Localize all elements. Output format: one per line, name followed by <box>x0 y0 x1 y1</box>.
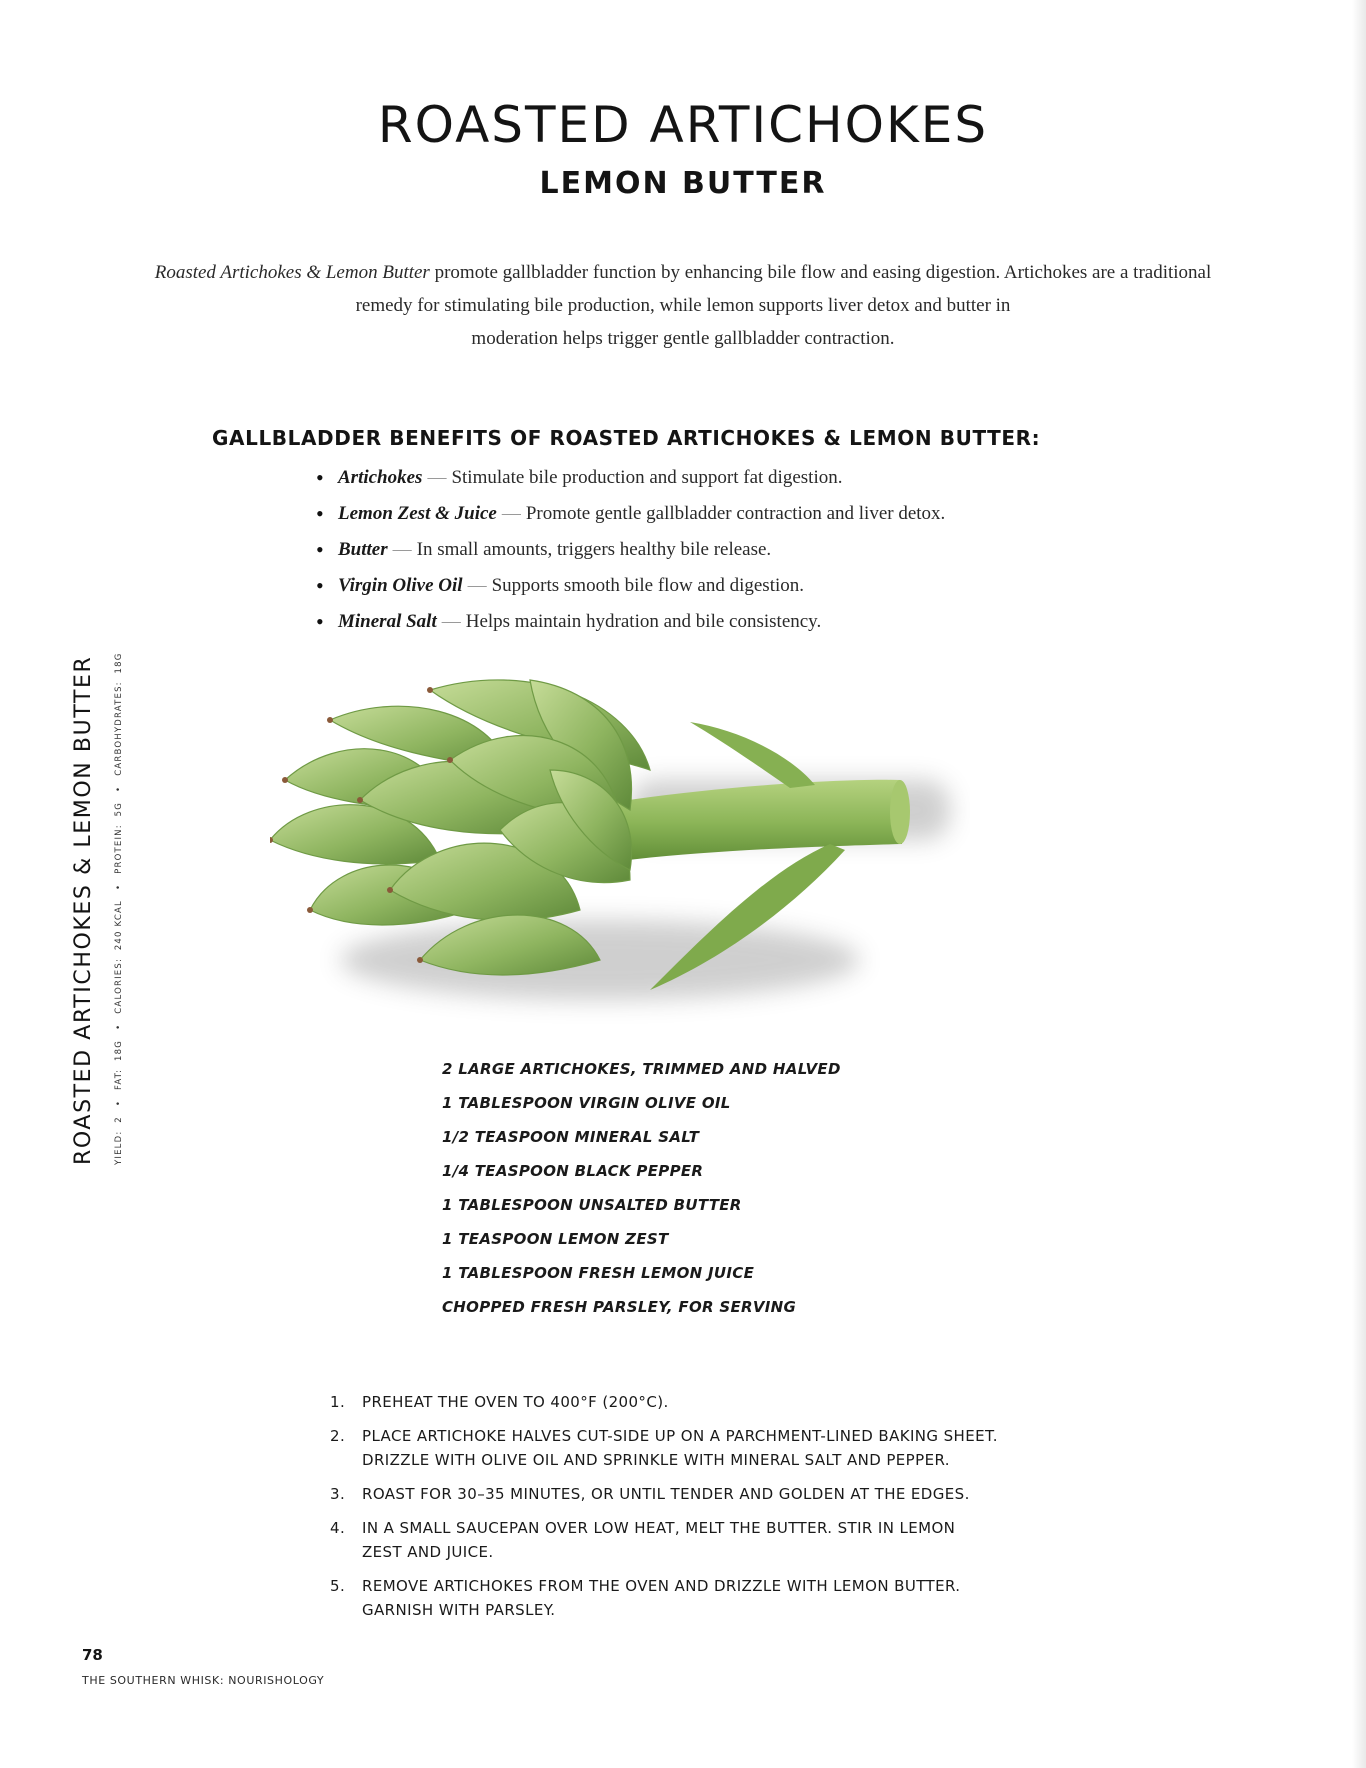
step-text: IN A SMALL SAUCEPAN OVER LOW HEAT, MELT THE BUTTER. STIR IN LEMON <box>362 1519 956 1537</box>
benefit-item <box>316 604 945 640</box>
stat-calories-label: CALORIES: <box>114 957 124 1014</box>
benefit-term: Butter <box>338 539 388 560</box>
benefit-term: Lemon Zest & Juice <box>338 503 497 524</box>
intro-line-2: remedy for stimulating bile production, while lemon supports liver detox and butter in <box>355 295 1011 316</box>
intro-dish-name: Roasted Artichokes & Lemon Butter <box>154 262 430 283</box>
benefit-item <box>316 496 946 532</box>
benefit-item <box>316 532 945 568</box>
stat-yield-label: YIELD: <box>114 1130 124 1165</box>
step-text: PREHEAT THE OVEN TO 400°F (200°C). <box>362 1393 669 1411</box>
benefit-item <box>316 568 945 604</box>
benefit-term: Mineral Salt <box>338 611 437 632</box>
ingredient-item: 1 TEASPOON LEMON ZEST <box>442 1230 669 1248</box>
intro-line-3: moderation helps trigger gentle gallbladder contraction. <box>471 328 895 349</box>
ingredient-item: CHOPPED FRESH PARSLEY, FOR SERVING <box>442 1298 797 1316</box>
book-title-footer: THE SOUTHERN WHISK: NOURISHOLOGY <box>82 1674 325 1687</box>
stat-protein-label: PROTEIN: <box>114 824 124 874</box>
ingredients-list <box>442 1052 841 1324</box>
page-edge-shadow <box>1352 0 1366 1768</box>
step-item <box>330 1574 1090 1622</box>
step-item <box>330 1390 1090 1414</box>
stat-separator: • <box>114 883 124 891</box>
stat-fat-label: FAT: <box>114 1068 124 1090</box>
sidebar-title: ROASTED ARTICHOKES & LEMON BUTTER <box>71 655 96 1165</box>
benefit-term: Artichokes <box>338 467 423 488</box>
step-text: DRIZZLE WITH OLIVE OIL AND SPRINKLE WITH MINERAL SALT AND PEPPER. <box>362 1451 950 1469</box>
step-number: 1. <box>330 1393 346 1411</box>
intro-line-1-text: promote gallbladder function by enhancing bile flow and easing digestion. Artichokes are a traditional <box>429 262 1212 283</box>
step-number: 2. <box>330 1427 346 1445</box>
bullet-icon: • <box>316 501 324 526</box>
step-text: ZEST AND JUICE. <box>362 1543 494 1561</box>
benefit-text: In small amounts, triggers healthy bile release. <box>416 539 772 560</box>
ingredient-item: 1 TABLESPOON VIRGIN OLIVE OIL <box>442 1094 731 1112</box>
ingredient-item: 1 TABLESPOON FRESH LEMON JUICE <box>442 1264 755 1282</box>
benefit-item <box>316 460 945 496</box>
stat-separator: • <box>114 785 124 792</box>
benefit-dash: — <box>441 611 461 632</box>
method-steps <box>330 1390 1090 1632</box>
stat-separator: • <box>114 1099 124 1107</box>
bullet-icon: • <box>316 465 324 490</box>
ingredient-item: 1 TABLESPOON UNSALTED BUTTER <box>442 1196 742 1214</box>
stat-fat-value: 18G <box>114 1039 124 1061</box>
benefit-dash: — <box>467 575 487 596</box>
benefit-text: Promote gentle gallbladder contraction and liver detox. <box>525 503 946 524</box>
benefit-text: Supports smooth bile flow and digestion. <box>491 575 805 596</box>
step-number: 4. <box>330 1519 346 1537</box>
stat-separator: • <box>114 1023 124 1030</box>
step-text: ROAST FOR 30–35 MINUTES, OR UNTIL TENDER AND GOLDEN AT THE EDGES. <box>362 1485 970 1503</box>
recipe-subtitle: LEMON BUTTER <box>539 166 827 201</box>
intro-paragraph <box>110 256 1256 355</box>
bullet-icon: • <box>316 609 324 634</box>
nutrition-stats <box>114 605 124 1165</box>
benefits-list <box>316 460 946 640</box>
ingredient-item: 2 LARGE ARTICHOKES, TRIMMED AND HALVED <box>442 1060 841 1078</box>
step-item <box>330 1516 1090 1564</box>
step-number: 3. <box>330 1485 346 1503</box>
benefit-dash: — <box>392 539 412 560</box>
step-text: PLACE ARTICHOKE HALVES CUT-SIDE UP ON A PARCHMENT-LINED BAKING SHEET. <box>362 1427 998 1445</box>
bullet-icon: • <box>316 537 324 562</box>
page-number: 78 <box>82 1646 103 1664</box>
step-item <box>330 1424 1090 1472</box>
ingredient-item: 1/2 TEASPOON MINERAL SALT <box>442 1128 700 1146</box>
stat-carbs-label: CARBOHYDRATES: <box>114 681 124 776</box>
stat-carbs-value: 18G <box>114 652 124 674</box>
step-number: 5. <box>330 1577 346 1595</box>
intro-line-1 <box>110 256 1256 289</box>
benefit-dash: — <box>501 503 521 524</box>
benefit-text: Stimulate bile production and support fat digestion. <box>451 467 843 488</box>
stat-yield-value: 2 <box>114 1116 124 1123</box>
artichoke-illustration <box>270 660 970 1040</box>
step-text: GARNISH WITH PARSLEY. <box>362 1601 556 1619</box>
stat-protein-value: 5G <box>114 801 124 817</box>
stat-calories-value: 240 KCAL <box>114 900 124 951</box>
step-item <box>330 1482 1090 1506</box>
vertical-sidebar <box>66 605 124 1165</box>
step-text: REMOVE ARTICHOKES FROM THE OVEN AND DRIZZLE WITH LEMON BUTTER. <box>362 1577 961 1595</box>
benefit-text: Helps maintain hydration and bile consistency. <box>465 611 822 632</box>
benefit-dash: — <box>427 467 447 488</box>
benefit-term: Virgin Olive Oil <box>338 575 463 596</box>
ingredient-item: 1/4 TEASPOON BLACK PEPPER <box>442 1162 704 1180</box>
benefits-heading: GALLBLADDER BENEFITS OF ROASTED ARTICHOKES & LEMON BUTTER: <box>212 426 1041 450</box>
bullet-icon: • <box>316 573 324 598</box>
recipe-title: ROASTED ARTICHOKES <box>377 96 989 154</box>
